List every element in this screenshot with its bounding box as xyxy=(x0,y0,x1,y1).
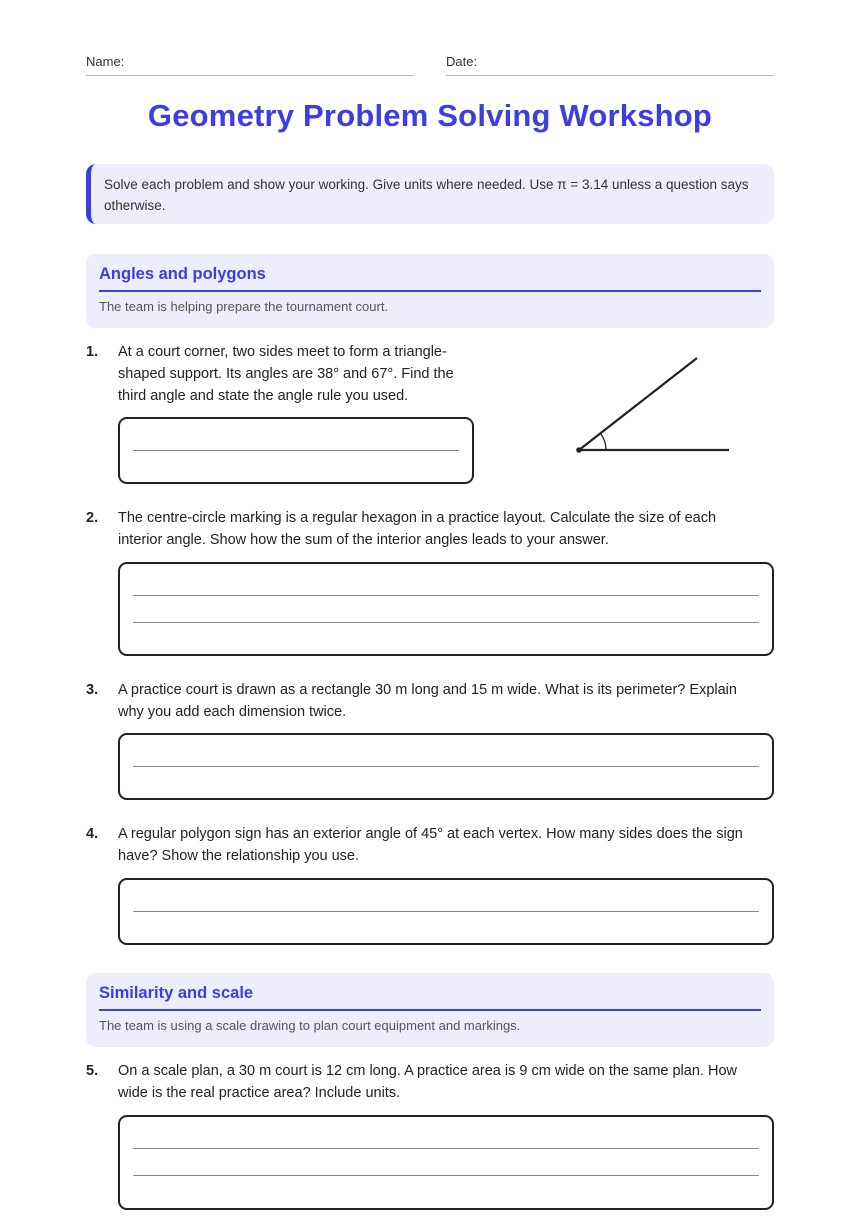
question-line: interior angle. Show how the sum of the interior angles leads to your answer. xyxy=(118,532,609,548)
question-line: The centre-circle marking is a regular hexagon in a practice layout. Calculate the size of each xyxy=(118,510,717,526)
question-line: A practice court is drawn as a rectangle 30 m long and 15 m wide. What is its perimeter? Explain xyxy=(118,682,737,698)
question-line: third angle and state the angle rule you used. xyxy=(118,388,409,404)
answer-box[interactable] xyxy=(118,1115,774,1210)
question-line: have? Show the relationship you use. xyxy=(118,848,360,864)
answer-line xyxy=(133,766,759,767)
question-text xyxy=(118,679,737,723)
angle-arc xyxy=(601,434,607,451)
section-similarity-and-scale xyxy=(86,973,774,1047)
question-text xyxy=(118,823,743,867)
section-subtitle: The team is using a scale drawing to plan court equipment and markings. xyxy=(99,1018,521,1033)
answer-line xyxy=(133,450,459,451)
date-field[interactable] xyxy=(446,54,774,76)
page-title: Geometry Problem Solving Workshop xyxy=(147,98,713,133)
question-text xyxy=(118,507,716,551)
instructions-box xyxy=(86,164,774,224)
question-line: On a scale plan, a 30 m court is 12 cm long. A practice area is 9 cm wide on the same plan. How xyxy=(118,1063,737,1079)
answer-box[interactable] xyxy=(118,878,774,945)
question-number: 3. xyxy=(86,682,99,698)
question-line: At a court corner, two sides meet to form a triangle- xyxy=(118,344,447,360)
name-label: Name: xyxy=(86,54,125,69)
question-number: 2. xyxy=(86,510,99,526)
answer-line xyxy=(133,1148,759,1149)
question-line: wide is the real practice area? Include units. xyxy=(118,1085,401,1101)
question-text xyxy=(118,341,454,407)
answer-line xyxy=(133,595,759,596)
section-angles-and-polygons xyxy=(86,254,774,328)
answer-box[interactable] xyxy=(118,562,774,656)
angle-diagram xyxy=(570,352,740,462)
question-text xyxy=(118,1060,737,1104)
answer-line xyxy=(133,622,759,623)
question-line: why you add each dimension twice. xyxy=(118,704,347,720)
answer-box[interactable] xyxy=(118,733,774,800)
question-line: shaped support. Its angles are 38° and 67°. Find the xyxy=(118,366,454,382)
question-number: 1. xyxy=(86,344,99,360)
instructions-text: Solve each problem and show your working. Give units where needed. Use π = 3.14 unless a question says otherwise. xyxy=(104,177,749,213)
question-line: A regular polygon sign has an exterior angle of 45° at each vertex. How many sides does the sign xyxy=(118,826,743,842)
section-subtitle: The team is helping prepare the tournament court. xyxy=(99,299,389,314)
section-title: Angles and polygons xyxy=(99,254,761,292)
answer-line xyxy=(133,911,759,912)
angle-slanted-ray xyxy=(579,358,697,450)
answer-line xyxy=(133,1175,759,1176)
date-label: Date: xyxy=(446,54,478,69)
answer-box[interactable] xyxy=(118,417,474,484)
section-title: Similarity and scale xyxy=(99,973,761,1011)
question-number: 5. xyxy=(86,1063,99,1079)
name-field[interactable] xyxy=(86,54,414,76)
angle-vertex xyxy=(576,447,582,453)
question-number: 4. xyxy=(86,826,99,842)
